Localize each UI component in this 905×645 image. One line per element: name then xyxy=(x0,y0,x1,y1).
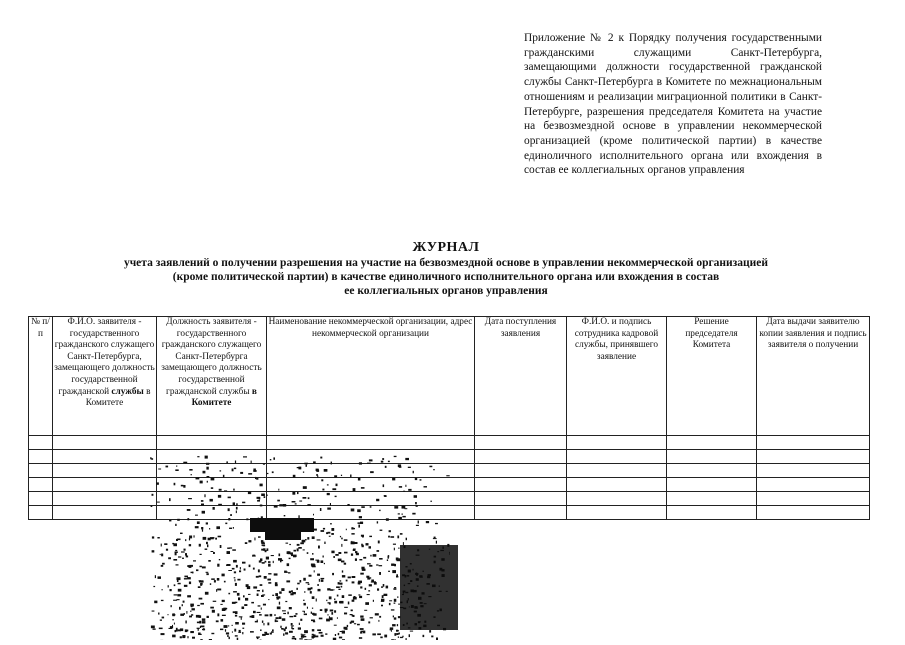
table-header-row xyxy=(29,317,870,436)
header-applicant-name-bold: службы xyxy=(111,387,143,397)
table-cell xyxy=(667,478,757,492)
table-cell xyxy=(757,450,870,464)
table-cell xyxy=(667,492,757,506)
table-cell xyxy=(475,492,567,506)
table-cell xyxy=(567,506,667,520)
document-title xyxy=(40,239,852,298)
table-cell xyxy=(667,464,757,478)
table-cell xyxy=(475,450,567,464)
header-applicant-position-bold: в Комитете xyxy=(192,387,257,409)
table-cell xyxy=(157,436,267,450)
table-cell xyxy=(567,450,667,464)
title-line-2: (кроме политической партии) в качестве единоличного исполнительного органа или вхождения в состав xyxy=(40,270,852,284)
header-copy-issued: Дата выдачи заявителю копии заявления и подпись заявителя о получении xyxy=(757,317,870,436)
table-cell xyxy=(53,464,157,478)
table-cell xyxy=(475,464,567,478)
table-cell xyxy=(53,450,157,464)
header-applicant-position xyxy=(157,317,267,436)
table-cell xyxy=(567,478,667,492)
table-cell xyxy=(29,450,53,464)
table-cell xyxy=(475,506,567,520)
table-cell xyxy=(757,464,870,478)
table-cell xyxy=(29,478,53,492)
table-cell xyxy=(567,436,667,450)
journal-heading: ЖУРНАЛ xyxy=(40,239,852,256)
appendix-note: Приложение № 2 к Порядку получения государственными гражданскими служащими Санкт-Петербурга, замещающими должности государственной гражданской службы Санкт-Петербурга в Комитете по межнациональным отношениям и реализации миграционной политики в Санкт-Петербурге, разрешения председателя Комитета на участие на безвозмездной основе в управлении некоммерческой организацией (кроме политической партии) в качестве единоличного исполнительного органа или вхождения в состав ее коллегиальных органов управления xyxy=(524,31,822,178)
table-cell xyxy=(267,436,475,450)
table-cell xyxy=(667,506,757,520)
header-number: № п/п xyxy=(29,317,53,436)
header-applicant-name-tail: в Комитете xyxy=(86,387,151,409)
scan-blot xyxy=(265,532,301,540)
header-hr-officer: Ф.И.О. и подпись сотрудника кадровой службы, принявшего заявление xyxy=(567,317,667,436)
table-cell xyxy=(53,478,157,492)
table-cell xyxy=(29,492,53,506)
table-cell xyxy=(29,506,53,520)
table-cell xyxy=(53,436,157,450)
table-cell xyxy=(757,436,870,450)
scan-blot xyxy=(250,518,314,532)
header-applicant-name xyxy=(53,317,157,436)
table-cell xyxy=(29,436,53,450)
header-applicant-position-text: Должность заявителя - государственного гражданского служащего Санкт-Петербурга замещающего должность государственной гражданской службы xyxy=(161,317,261,397)
table-cell xyxy=(53,506,157,520)
header-applicant-name-text: Ф.И.О. заявителя - государственного гражданского служащего Санкт-Петербурга, замещающего должность государственной гражданской xyxy=(54,317,154,397)
scan-blot xyxy=(400,545,458,630)
table-cell xyxy=(757,478,870,492)
table-cell xyxy=(475,436,567,450)
header-organization: Наименование некоммерческой организации, адрес некоммерческой организации xyxy=(267,317,475,436)
header-decision: Решение председателя Комитета xyxy=(667,317,757,436)
header-receipt-date: Дата поступления заявления xyxy=(475,317,567,436)
title-line-1: учета заявлений о получении разрешения на участие на безвозмездной основе в управлении некоммерческой организацией xyxy=(40,256,852,270)
table-cell xyxy=(53,492,157,506)
table-cell xyxy=(29,464,53,478)
table-cell xyxy=(667,436,757,450)
title-line-3: ее коллегиальных органов управления xyxy=(40,284,852,298)
table-cell xyxy=(667,450,757,464)
table-row xyxy=(29,436,870,450)
table-cell xyxy=(567,464,667,478)
table-cell xyxy=(567,492,667,506)
table-cell xyxy=(475,478,567,492)
table-cell xyxy=(757,506,870,520)
table-cell xyxy=(757,492,870,506)
